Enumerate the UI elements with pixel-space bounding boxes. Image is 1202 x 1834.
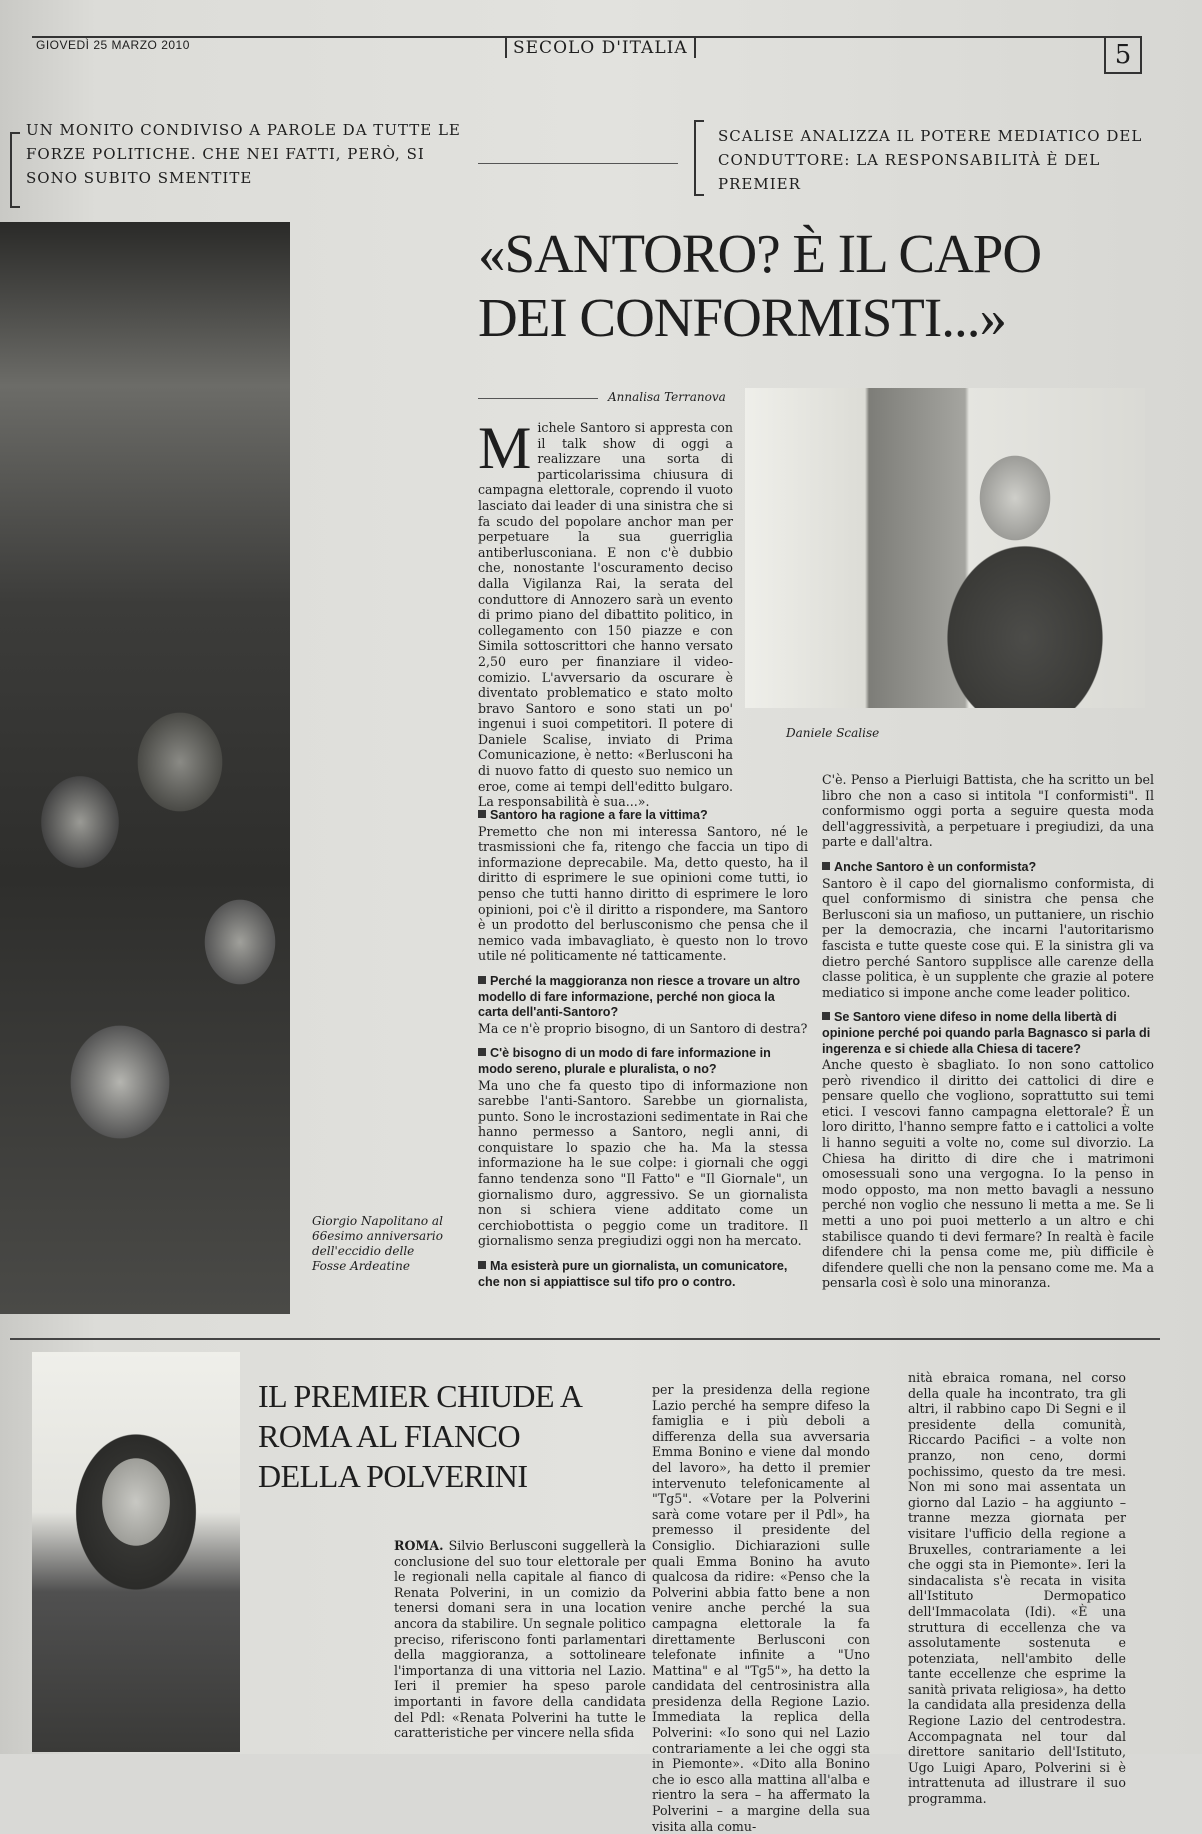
crowd-photo-caption: Giorgio Napolitano al 66esimo anniversario dell'eccidio delle Fosse Ardeatine xyxy=(312,1214,443,1273)
article2-column-1 xyxy=(394,1538,646,1741)
dropcap: M xyxy=(478,415,532,481)
answer-3: Ma uno che fa questo tipo di informazione non sarebbe l'anti-Santoro. Sarebbe un giornalista, punto. Sono le incrostazioni sedimentate in Rai che hanno permesso a Santoro, negli anni, di conquistare lo spazio che ha. Ma la stessa informazione ha le sue colpe: i giornali che oggi fanno tendenza sono "Il Fatto" e "Il Giornale", un giornalismo duro, aggressivo. Se un giornalista non si schiera viene additato come un cerchiobottista o peggio come un traditore. Il giornalismo senza pregiudizi oggi non ha mercato. xyxy=(478,1077,808,1249)
article2-col1-text: Silvio Berlusconi suggellerà la conclusione del suo tour elettorale per le regionali nella capitale al fianco di Renata Polverini, in un comizio da tenersi domani sera in una location ancora da stabilire. Un segnale politico preciso, riferiscono fonti parlamentari della maggioranza, a sottolineare l'importanza di una vittoria nel Lazio. Ieri il premier ha speso parole importanti in favore della candidata del Pdl: «Renata Polverini ha tutte le caratteristiche per vincere nella sfida xyxy=(394,1538,646,1741)
left-bracket xyxy=(10,132,20,208)
kicker-right: SCALISE ANALIZZA IL POTERE MEDIATICO DEL CONDUTTORE: LA RESPONSABILITÀ È DEL PREMIER xyxy=(718,127,1143,193)
dateline: ROMA. xyxy=(394,1538,444,1553)
question-1: Santoro ha ragione a fare la vittima? xyxy=(478,808,808,824)
answer-1: Premetto che non mi interessa Santoro, né le trasmissioni che fa, ritengo che faccia un tipo di informazione deprecabile. Ma, detto questo, ha il diritto di esprimere le sue opinioni come tutti, io penso che tutti hanno diritto di esprimere le loro opinioni, poi c'è il diritto a rispondere, ma Santoro è un prodotto del berlusconismo che pensa che il nemico vada imbavagliato, è questo non lo trovo utile né politicamente né tatticamente. xyxy=(478,823,808,964)
question-5: Anche Santoro è un conformista? xyxy=(822,860,1154,876)
interview-column-2 xyxy=(822,772,1154,1291)
interview-column-1 xyxy=(478,808,808,1290)
page-number: 5 xyxy=(1104,36,1142,74)
question-2: Perché la maggioranza non riesce a trovare un altro modello di fare informazione, perché non gioca la carta dell'anti-Santoro? xyxy=(478,973,801,1020)
article2-headline: IL PREMIER CHIUDE A ROMA AL FIANCO DELLA POLVERINI xyxy=(258,1378,581,1494)
issue-date: GIOVEDÌ 25 MARZO 2010 xyxy=(36,38,190,52)
answer-2: Ma ce n'è proprio bisogno, di un Santoro di destra? xyxy=(478,1020,808,1036)
answer-6: Anche questo è sbagliato. Io non sono cattolico però rivendico il diritto dei cattolici di dire e pensare quello che vogliono, soprattutto sui temi etici. I vescovi fanno campagna elettorale? È un loro diritto, l'hanno sempre fatto e i cattolici a volte li hanno seguiti a volte no, come sul divorzio. La Chiesa ha diritto di dire che i matrimoni omosessuali sono una vergogna. Io la penso in modo opposto, ma non metto bavagli a nessuno perché non voglio che nessuno li metta a me. Se li metti a uno poi puoi metterlo a un altro e chi stabilisce quando ti devi fermare? In realtà è facile difendere chi la pensa come me, più difficile è difendere quelli che non la pensano come me. Ma a pensarla così è solo una minoranza. xyxy=(822,1057,1154,1291)
polverini-photo xyxy=(32,1352,240,1752)
answer-4: C'è. Penso a Pierluigi Battista, che ha scritto un bel libro che non a caso si intitola "I conformisti". Il conformismo oggi porta a seguire questa moda dell'aggressività, a perpetuare i pregiudizi, da una parte e dall'altra. xyxy=(822,772,1154,850)
right-bracket xyxy=(694,120,704,196)
kicker-left: UN MONITO CONDIVISO A PAROLE DA TUTTE LE FORZE POLITICHE. CHE NEI FATTI, PERÒ, SI SONO SUBITO SMENTITE xyxy=(26,121,461,187)
byline-rule xyxy=(478,398,598,399)
crowd-photo xyxy=(0,222,290,1314)
article-intro xyxy=(478,415,733,810)
question-3: C'è bisogno di un modo di fare informazione in modo sereno, plurale e pluralista, o no? xyxy=(478,1046,771,1076)
scalise-photo xyxy=(745,388,1145,708)
answer-5: Santoro è il capo del giornalismo conformista, di quel conformismo di sinistra che pensa che Berlusconi sia un mafioso, un puttaniere, un rischio per la democrazia, che incarni l'autoritarismo fascista e tutte queste cose qui. E la sinistra gli va dietro perché Santoro supplisce alle carenze della classe politica, è un supplente che grazie al potere mediatico si impone anche come leader politico. xyxy=(822,875,1154,1000)
newspaper-name: SECOLO D'ITALIA xyxy=(505,38,696,58)
question-6: Se Santoro viene difeso in nome della libertà di opinione perché poi quando parla Bagnasco si parla di ingerenza e si chiede alla Chiesa di tacere? xyxy=(822,1010,1151,1056)
byline: Annalisa Terranova xyxy=(608,390,726,404)
intro-text: ichele Santoro si appresta con il talk show di oggi a realizzare una sorta di particolarissima chiusura di campagna elettorale, coprendo il vuoto lasciato dai leader di una sinistra che si fa scudo del popolare anchor man per perpetuare la sua guerriglia antiberlusconiana. E non c'è dubbio che, nonostante l'oscuramento deciso dalla Vigilanza Rai, la serata del conduttore di Annozero sarà un evento di primo piano del dibattito politico, in collegamento con 150 piazze e con Simila sottoscrittori che hanno versato 2,50 euro per finanziare il video-comizio. L'avversario da oscurare è diventato problematico e stato molto bravo Santoro e sono stati un po' ingenui i suoi competitori. Il potere di Daniele Scalise, inviato di Prima Comunicazione, è netto: «Berlusconi ha di nuovo fatto di questo suo nemico un eroe, come ai tempi dell'editto bulgaro. La responsabilità è sua...». xyxy=(478,420,733,810)
question-4: Ma esisterà pure un giornalista, un comunicatore, che non si appiattisce sul tifo pro o contro. xyxy=(478,1259,788,1289)
article2-column-3: nità ebraica romana, nel corso della quale ha incontrato, tra gli altri, il rabbino capo Di Segni e il presidente della comunità, Riccardo Pacifici – a volte non pranzo, non ceno, dormi pochissimo, questo da tre mesi. Non mi sono mai assentata un giorno dal Lazio – ha aggiunto – tranne mezza giornata per visitare l'ufficio della regione a Bruxelles, contrariamente a lei che oggi sta in Piemonte». Ieri la sindacalista s'è recata in visita all'Istituto Dermopatico dell'Immacolata (Idi). «È una struttura di eccellenza che va assolutamente sostenuta e potenziata, nell'ambito delle tante eccellenze che esprime la sanità privata religiosa», ha detto la candidata alla presidenza della Regione Lazio del centrodestra. Accompagnata nel tour dal direttore sanitario dell'Istituto, Ugo Luigi Aparo, Polverini si è intrattenuta ad illustrare il suo programma. xyxy=(908,1370,1126,1807)
article2-column-2: per la presidenza della regione Lazio perché ha sempre difeso la famiglia e i più deboli a differenza della sua avversaria Emma Bonino e viene dal mondo del lavoro», ha detto il premier intervenuto telefonicamente al "Tg5". «Votare per la Polverini sarà come votare per il Pdl», ha premesso il presidente del Consiglio. Dichiarazioni sulle quali Emma Bonino ha avuto qualcosa da ridire: «Penso che la Polverini abbia fatto bene a non venire anche perché la sua campagna elettorale la fa direttamente Berlusconi con telefonate infinite a "Uno Mattina" e al "Tg5"», ha detto la candidata del centrosinistra alla presidenza della Regione Lazio. Immediata la replica della Polverini: «Io sono qui nel Lazio contrariamente a lei che oggi sta in Piemonte». «Dito alla Bonino che io esco alla mattina all'alba e rientro la sera – ha affermato la Polverini – a margine della sua visita alla comu- xyxy=(652,1382,870,1834)
kicker-left-rule xyxy=(478,163,678,164)
scalise-photo-caption: Daniele Scalise xyxy=(786,726,880,740)
section-divider xyxy=(10,1338,1160,1340)
article-headline: «SANTORO? È IL CAPO DEI CONFORMISTI...» xyxy=(478,223,1042,348)
